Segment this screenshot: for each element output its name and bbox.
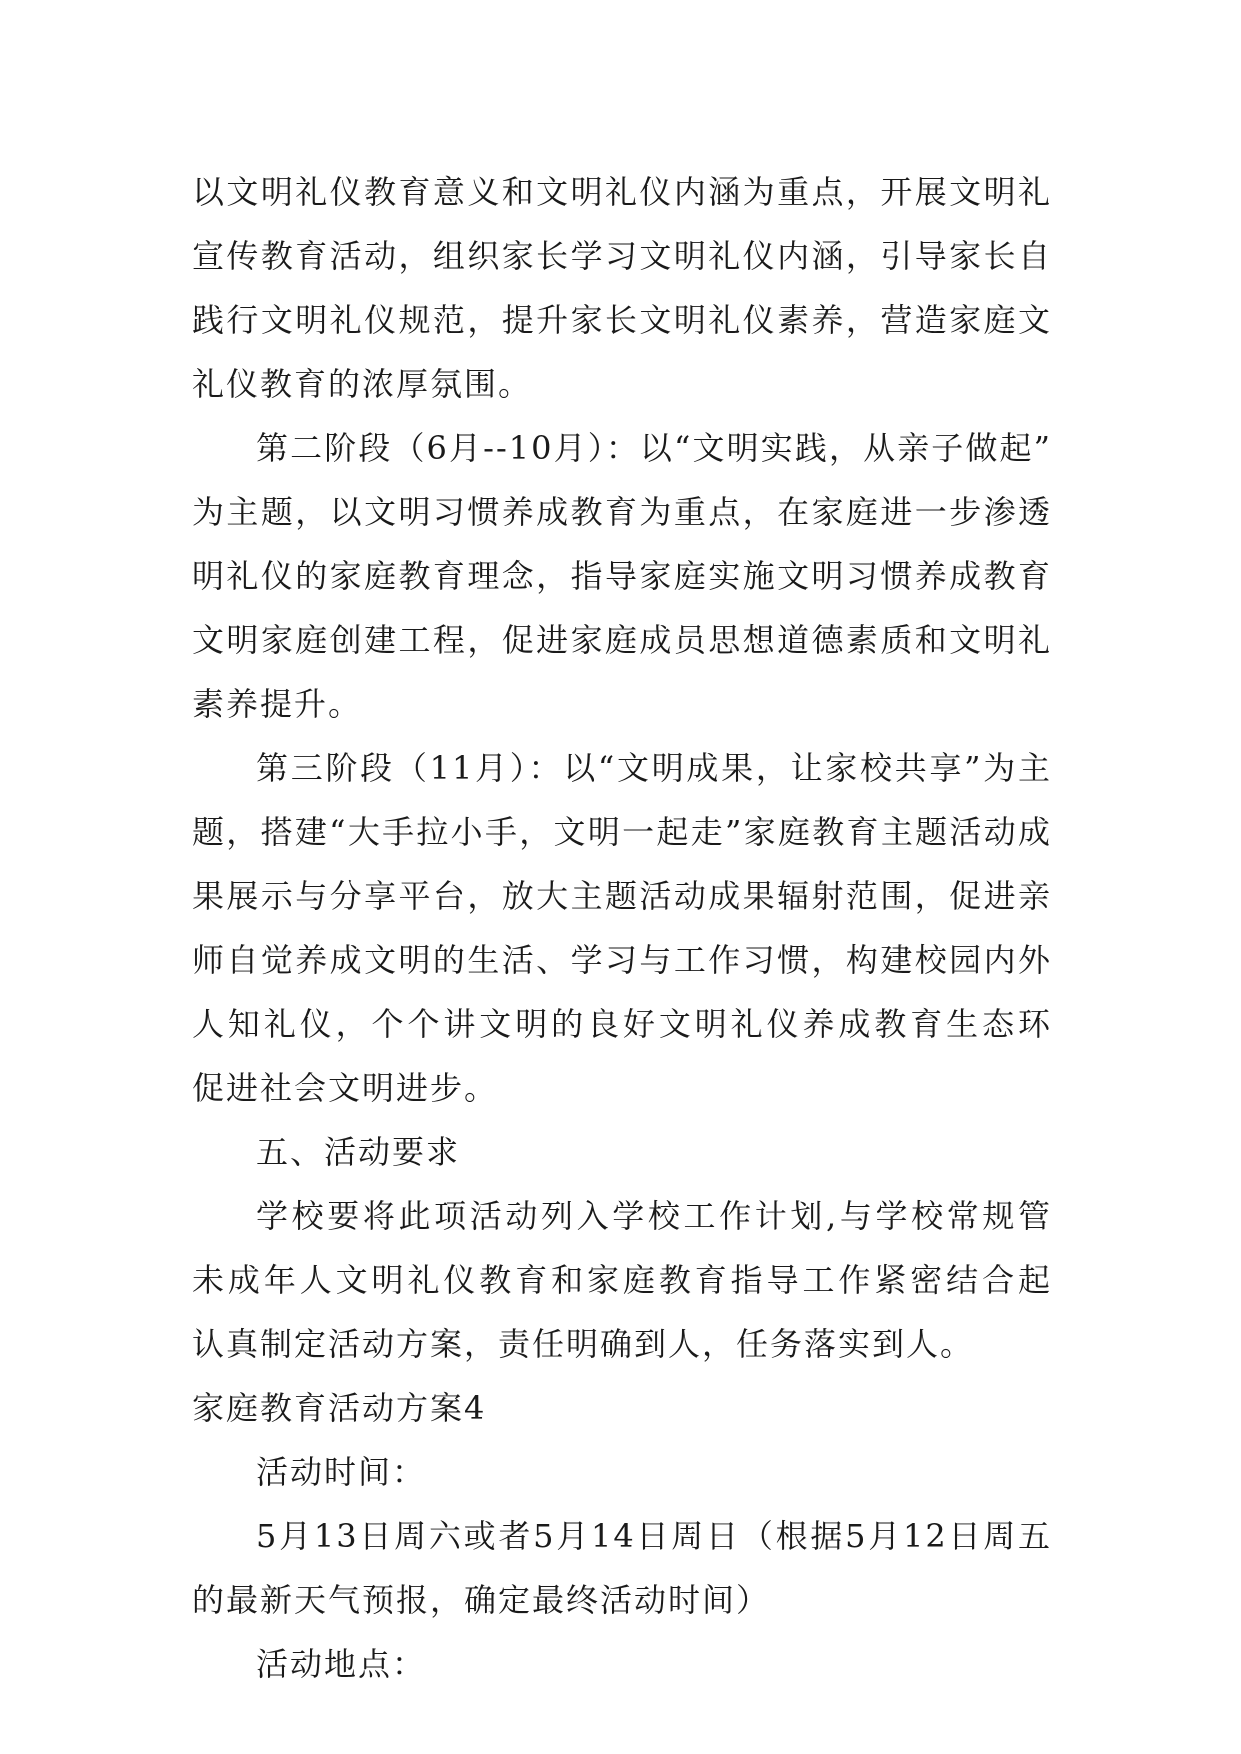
paragraph-line: 素养提升。	[192, 685, 363, 723]
paragraph-line: 践行文明礼仪规范，提升家长文明礼仪素养，营造家庭文	[192, 301, 1052, 339]
document-body	[192, 160, 1052, 1696]
paragraph-line: 的最新天气预报，确定最终活动时间）	[192, 1581, 771, 1619]
paragraph-line: 5月13日周六或者5月14日周日（根据5月12日周五	[256, 1517, 1052, 1555]
paragraph-line: 未成年人文明礼仪教育和家庭教育指导工作紧密结合起	[192, 1261, 1052, 1299]
paragraph-line: 第二阶段（6月--10月）：以“文明实践，从亲子做起”	[256, 429, 1052, 467]
paragraph-line: 认真制定活动方案，责任明确到人，任务落实到人。	[192, 1325, 975, 1363]
section-heading: 五、活动要求	[256, 1133, 461, 1171]
paragraph-line: 礼仪教育的浓厚氛围。	[192, 365, 533, 403]
paragraph-line: 促进社会文明进步。	[192, 1069, 499, 1107]
paragraph-line: 果展示与分享平台，放大主题活动成果辐射范围，促进亲	[192, 877, 1052, 915]
paragraph-line: 题，搭建“大手拉小手，文明一起走”家庭教育主题活动成	[192, 813, 1052, 851]
document-title: 家庭教育活动方案4	[192, 1389, 487, 1427]
field-label: 活动地点：	[256, 1645, 427, 1683]
paragraph-line: 以文明礼仪教育意义和文明礼仪内涵为重点，开展文明礼	[192, 173, 1052, 211]
paragraph-line: 宣传教育活动，组织家长学习文明礼仪内涵，引导家长自	[192, 237, 1052, 275]
paragraph-line: 为主题，以文明习惯养成教育为重点，在家庭进一步渗透	[192, 493, 1052, 531]
paragraph-line: 第三阶段（11月）：以“文明成果，让家校共享”为主	[256, 749, 1052, 787]
paragraph-line: 明礼仪的家庭教育理念，指导家庭实施文明习惯养成教育	[192, 557, 1052, 595]
paragraph-line: 学校要将此项活动列入学校工作计划,与学校常规管	[256, 1197, 1052, 1235]
paragraph-line: 师自觉养成文明的生活、学习与工作习惯，构建校园内外	[192, 941, 1052, 979]
paragraph-line: 文明家庭创建工程，促进家庭成员思想道德素质和文明礼	[192, 621, 1052, 659]
field-label: 活动时间：	[256, 1453, 427, 1491]
paragraph-line: 人知礼仪，个个讲文明的良好文明礼仪养成教育生态环	[192, 1005, 1052, 1043]
